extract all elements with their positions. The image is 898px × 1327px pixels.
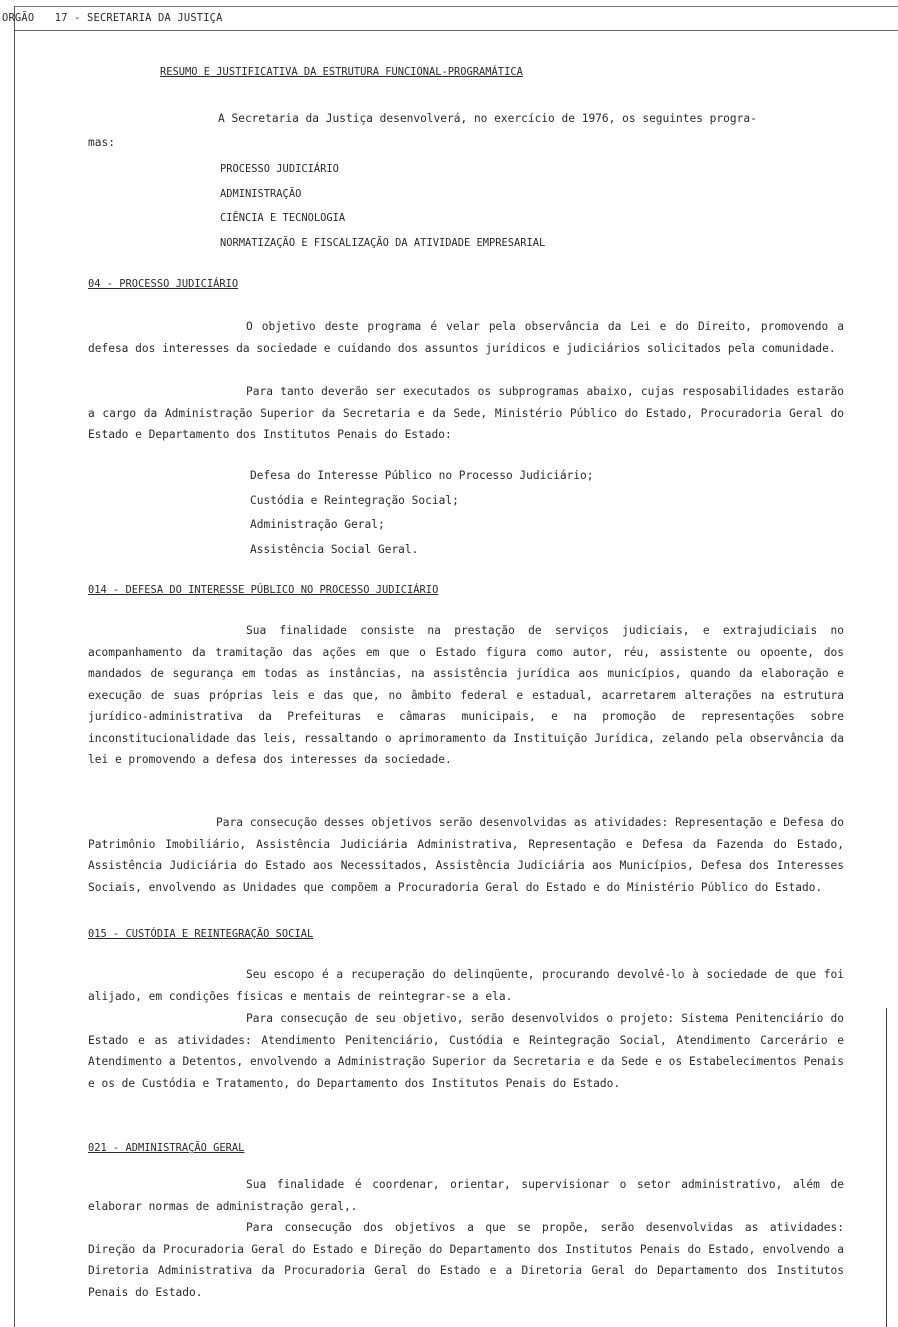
intro-line-1: A Secretaria da Justiça desenvolverá, no exercício de 1976, os seguintes progra- (218, 112, 757, 125)
subprogram-item: Defesa do Interesse Público no Processo Judiciário; (250, 469, 594, 482)
header-orgao: 17 - SECRETARIA DA JUSTIÇA (54, 12, 223, 24)
header-label: ORGÃO (2, 12, 35, 24)
section-heading-015: 015 - CUSTÓDIA E REINTEGRAÇÃO SOCIAL (88, 928, 314, 940)
sec015-paragraph-2: Para consecução de seu objetivo, serão desenvolvidos o projeto: Sistema Penitenciário do Estado e as atividades: Atendimento Penitenciário, Custódia e Reintegração Social, Atendimento Carcerário e Atendimento a Detentos, envolvendo a Administração Superior da Secretaria e da Sede e os Estabelecimentos Penais e os de Custódia e Tratamento, do Departamento dos Institutos Penais do Estado. (88, 1012, 844, 1090)
section-heading-021: 021 - ADMINISTRAÇÃO GERAL (88, 1142, 245, 1154)
sec021-paragraph-2: Para consecução dos objetivos a que se propõe, serão desenvolvidas as atividades: Direção da Procuradoria Geral do Estado e Direção do Departamento dos Institutos Penais do Estado, envolvendo a Diretoria Administrativa da Procuradoria Geral do Estado e a Diretoria Geral do Departamento dos Institutos Penais do Estado. (88, 1221, 844, 1299)
section-heading-014: 014 - DEFESA DO INTERESSE PÚBLICO NO PROCESSO JUDICIÁRIO (88, 584, 439, 596)
section-heading-04: 04 - PROCESSO JUDICIÁRIO (88, 278, 239, 290)
sec015-paragraph-1: Seu escopo é a recuperação do delinqüente, procurando devolvê-lo à sociedade de que foi alijado, em condições físicas e mentais de reintegrar-se a ela. (88, 968, 844, 1003)
sec014-paragraph-2: Para consecução desses objetivos serão desenvolvidas as atividades: Representação e Defesa do Patrimônio Imobiliário, Assistência Judiciária Administrativa, Representação e Defesa da Fazenda do Estado, Assistência Judiciária do Estado aos Necessitados, Assistência Judiciária aos Municípios, Defesa dos Interesses Sociais, envolvendo as Unidades que compõem a Procuradoria Geral do Estado e do Ministério Público do Estado. (88, 816, 844, 894)
sec04-paragraph-2: Para tanto deverão ser executados os subprogramas abaixo, cujas resposabilidades estarão a cargo da Administração Superior da Secretaria e da Sede, Ministério Público do Estado, Procuradoria Geral do Estado e Departamento dos Institutos Penais do Estado: (88, 385, 844, 441)
header-rule (14, 30, 898, 31)
program-item: ADMINISTRAÇÃO (220, 187, 302, 200)
intro-line-2: mas: (88, 136, 115, 149)
page-header (2, 12, 882, 24)
left-margin-rule (14, 6, 15, 1327)
top-rule (14, 6, 898, 7)
subprogram-item: Administração Geral; (250, 518, 385, 531)
subprogram-list (250, 464, 594, 562)
subprogram-item: Assistência Social Geral. (250, 542, 419, 556)
page-title: RESUMO E JUSTIFICATIVA DA ESTRUTURA FUNCIONAL-PROGRAMÁTICA (160, 66, 523, 78)
sec021-paragraph-1: Sua finalidade é coordenar, orientar, supervisionar o setor administrativo, além de elaborar normas de administração geral,. (88, 1178, 844, 1213)
sec04-paragraph-1: O objetivo deste programa é velar pela observância da Lei e do Direito, promovendo a defesa dos interesses da sociedade e cuidando dos assuntos jurídicos e judiciários solicitados pela comunidade. (88, 320, 844, 355)
sec014-paragraph-1: Sua finalidade consiste na prestação de serviços judiciais, e extrajudiciais no acompanhamento da tramitação das ações em que o Estado figura como autor, réu, assistente ou opoente, dos mandados de segurança em todas as instâncias, na assistência jurídica aos municípios, quando da elaboração e execução de suas próprias leis e das que, no âmbito federal e estadual, acarretarem alterações na estrutura jurídico-administrativa da Prefeituras e câmaras municipais, e na promoção de representações sobre inconstitucionalidade das leis, ressaltando o aprimoramento da Instituição Jurídica, zelando pela observância da lei e promovendo a defesa dos interesses da sociedade. (88, 624, 844, 766)
program-item: CIÊNCIA E TECNOLOGIA (220, 212, 346, 224)
right-margin-rule (886, 1008, 887, 1327)
subprogram-item: Custódia e Reintegração Social; (250, 493, 459, 507)
program-list (220, 157, 545, 255)
program-item: PROCESSO JUDICIÁRIO (220, 163, 339, 175)
program-item: NORMATIZAÇÃO E FISCALIZAÇÃO DA ATIVIDADE EMPRESARIAL (220, 236, 546, 249)
